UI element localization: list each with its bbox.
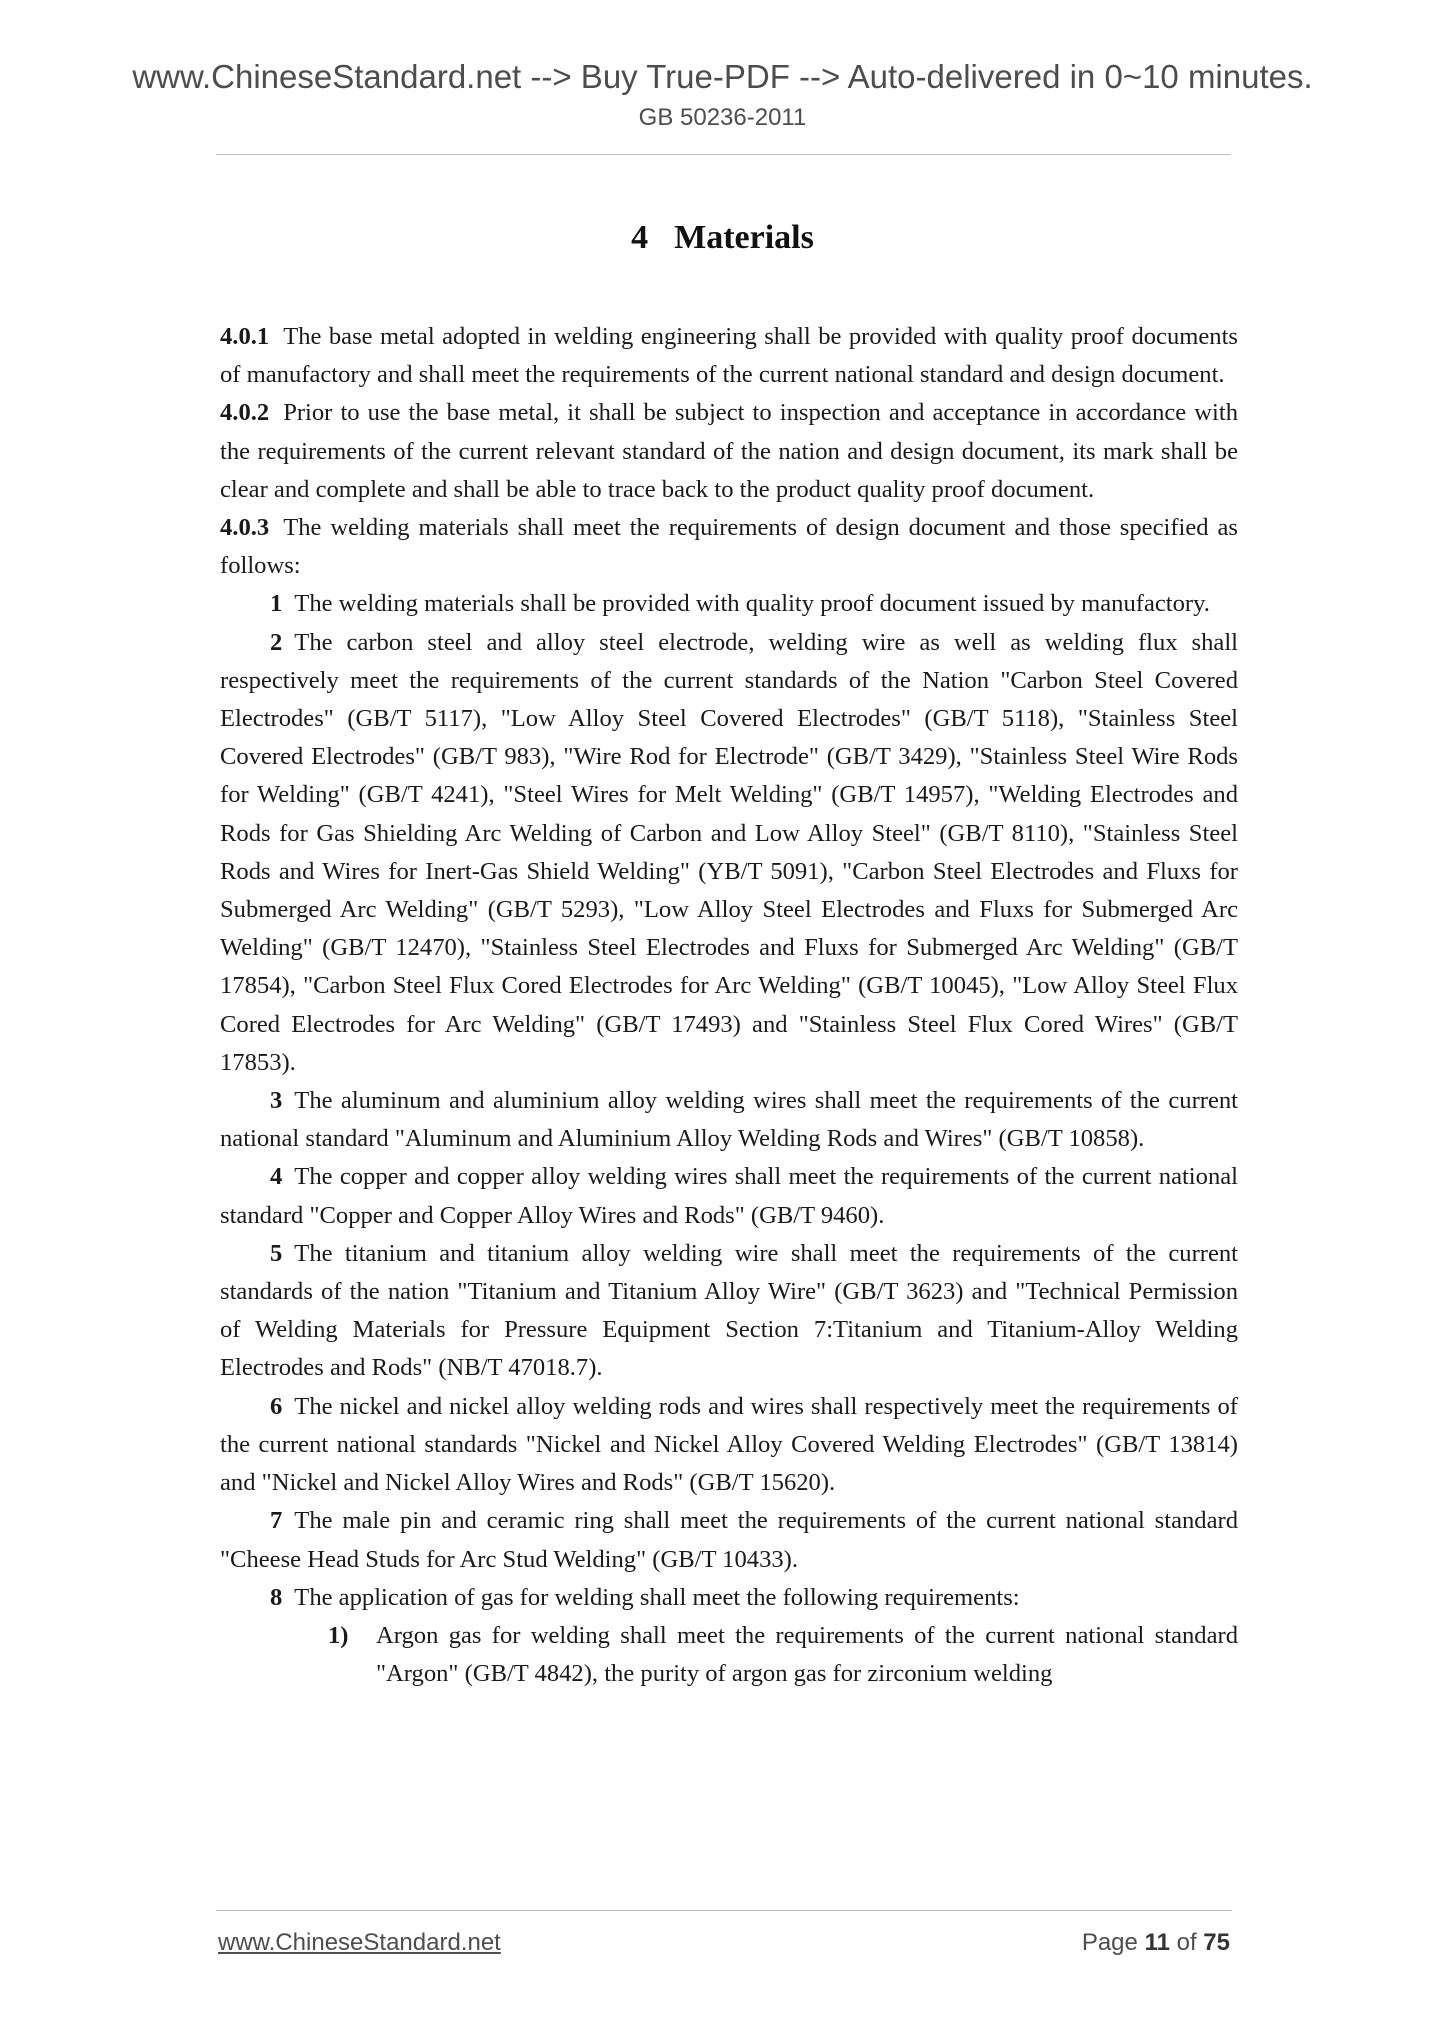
page-separator: of: [1176, 1929, 1197, 1956]
section-title-text: Materials: [674, 219, 814, 256]
list-item: [220, 1082, 1238, 1158]
list-item-text: The aluminum and aluminium alloy welding wires shall meet the requirements of the current national standard "Aluminum and Aluminium Alloy Welding Rods and Wires" (GB/T 10858).: [220, 1087, 1238, 1153]
standard-code: GB 50236-2011: [638, 104, 807, 131]
list-item: [220, 1158, 1238, 1234]
page-total: 75: [1203, 1929, 1230, 1956]
page-prefix: Page: [1081, 1929, 1138, 1956]
sub-list-item: [220, 1617, 1238, 1693]
footer-site-link[interactable]: www.ChineseStandard.net: [218, 1929, 501, 1956]
header-banner: www.ChineseStandard.net --> Buy True-PDF --> Auto-delivered in 0~10 minutes.: [132, 58, 1313, 95]
list-item-number: 5: [270, 1239, 283, 1267]
clause-text: The welding materials shall meet the requirements of design document and those specified as follows:: [220, 514, 1238, 580]
list-item-number: 8: [270, 1583, 283, 1611]
list-item: [220, 624, 1238, 1082]
page-indicator: [1082, 1928, 1230, 1958]
page-current: 11: [1144, 1929, 1170, 1956]
clause-4-0-1: [220, 318, 1238, 394]
list-item-text: The copper and copper alloy welding wires shall meet the requirements of the current national standard "Copper and Copper Alloy Wires and Rods" (GB/T 9460).: [220, 1163, 1238, 1229]
list-item: [220, 585, 1238, 623]
header-divider: [216, 154, 1230, 155]
list-item-number: 2: [270, 628, 283, 656]
footer-divider: [216, 1910, 1232, 1911]
list-item: [220, 1388, 1238, 1503]
list-item: [220, 1235, 1238, 1388]
list-item: [220, 1579, 1238, 1617]
clause-id: 4.0.1: [220, 323, 270, 350]
list-item-text: The carbon steel and alloy steel electrode, welding wire as well as welding flux shall respectively meet the requirements of the current standards of the Nation "Carbon Steel Covered Electrodes" (GB/T 5117), "Low Alloy Steel Covered Electrodes" (GB/T 5118), "Stainless Steel Covered Electrodes" (GB/T 983), "Wire Rod for Electrode" (GB/T 3429), "Stainless Steel Wire Rods for Welding" (GB/T 4241), "Steel Wires for Melt Welding" (GB/T 14957), "Welding Electrodes and Rods for Gas Shielding Arc Welding of Carbon and Low Alloy Steel" (GB/T 8110), "Stainless Steel Rods and Wires for Inert-Gas Shield Welding" (YB/T 5091), "Carbon Steel Electrodes and Fluxs for Submerged Arc Welding" (GB/T 5293), "Low Alloy Steel Electrodes and Fluxs for Submerged Arc Welding" (GB/T 12470), "Stainless Steel Electrodes and Fluxs for Submerged Arc Welding" (GB/T 17854), "Carbon Steel Flux Cored Electrodes for Arc Welding" (GB/T 10045), "Low Alloy Steel Flux Cored Electrodes for Arc Welding" (GB/T 17493) and "Stainless Steel Flux Cored Wires" (GB/T 17853).: [220, 628, 1238, 1076]
list-item-number: 4: [270, 1163, 283, 1191]
sub-list-item-number: 1): [328, 1621, 349, 1649]
list-item-number: 6: [270, 1392, 283, 1420]
list-item-text: The male pin and ceramic ring shall meet the requirements of the current national standard "Cheese Head Studs for Arc Stud Welding" (GB/T 10433).: [220, 1507, 1238, 1573]
clause-4-0-3: [220, 509, 1238, 585]
document-body: [220, 318, 1238, 1693]
clause-4-0-2: [220, 394, 1238, 509]
list-item-text: The titanium and titanium alloy welding wire shall meet the requirements of the current standards of the nation "Titanium and Titanium Alloy Wire" (GB/T 3623) and "Technical Permission of Welding Materials for Pressure Equipment Section 7:Titanium and Titanium-Alloy Welding Electrodes and Rods" (NB/T 47018.7).: [220, 1239, 1238, 1382]
list-item-number: 1: [270, 590, 283, 618]
sub-list-item-text: Argon gas for welding shall meet the requirements of the current national standard "Argon" (GB/T 4842), the purity of argon gas for zirconium welding: [376, 1621, 1238, 1688]
section-title: [0, 216, 1445, 260]
list-item-text: The welding materials shall be provided with quality proof document issued by manufactory.: [294, 590, 1210, 618]
list-item-text: The application of gas for welding shall meet the following requirements:: [294, 1583, 1020, 1611]
clause-id: 4.0.2: [220, 399, 270, 427]
clause-text: The base metal adopted in welding engineering shall be provided with quality proof documents of manufactory and shall meet the requirements of the current national standard and design document.: [220, 323, 1238, 389]
list-item-text: The nickel and nickel alloy welding rods and wires shall respectively meet the requirements of the current national standards "Nickel and Nickel Alloy Covered Welding Electrodes" (GB/T 13814) and "Nickel and Nickel Alloy Wires and Rods" (GB/T 15620).: [220, 1392, 1238, 1497]
list-item-number: 3: [270, 1087, 283, 1115]
list-item-number: 7: [270, 1507, 283, 1535]
clause-text: Prior to use the base metal, it shall be subject to inspection and acceptance in accordance with the requirements of the current relevant standard of the nation and design document, its mark shall be clear and complete and shall be able to trace back to the product quality proof document.: [220, 399, 1238, 503]
clause-id: 4.0.3: [220, 514, 270, 542]
list-item: [220, 1502, 1238, 1578]
section-number: 4: [631, 219, 649, 256]
